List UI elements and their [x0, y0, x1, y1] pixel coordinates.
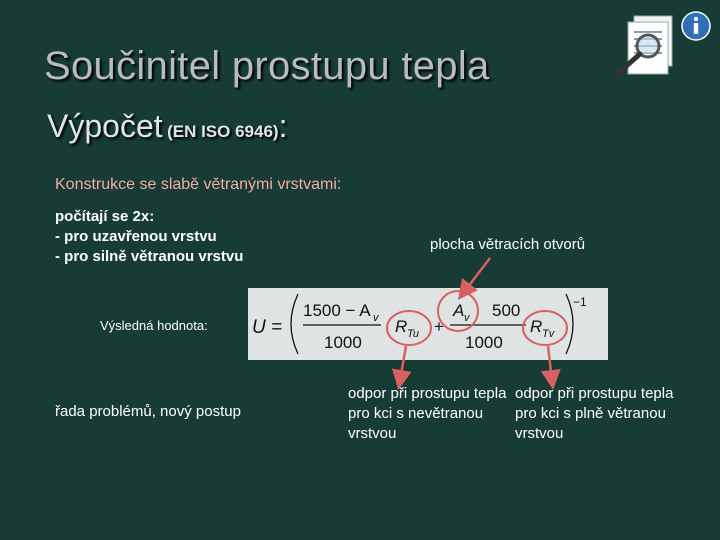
formula-lhs: U = — [252, 317, 283, 338]
slide-title: Součinitel prostupu tepla — [44, 44, 490, 88]
formula-av: A — [453, 301, 465, 320]
slide-subtitle — [47, 108, 287, 145]
info-icon[interactable] — [681, 11, 711, 41]
left-paren — [291, 294, 298, 354]
counted-list — [55, 207, 243, 267]
formula-exponent: −1 — [573, 295, 587, 309]
resistance-unvented-label: odpor při prostupu tepla pro kci s nevětranou vrstvou — [348, 385, 507, 442]
counted-item: - pro silně větranou vrstvu — [55, 248, 244, 265]
counted-intro: počítají se 2x: — [55, 208, 155, 225]
formula-numerator-1: 1500 − A — [303, 301, 371, 320]
resistance-vented-label: odpor při prostupu tepla pro kci s plně větranou vrstvou — [515, 385, 674, 442]
formula-sub-tu: Tu — [407, 328, 420, 340]
u-value-formula — [248, 288, 608, 360]
subtitle-standard: (EN ISO 6946) — [167, 122, 279, 141]
section-header: Konstrukce se slabě větranými vrstvami: — [55, 176, 342, 193]
formula-sub-v: v — [373, 312, 379, 324]
formula-sub-v-2: v — [464, 312, 470, 324]
formula-plus: + — [434, 317, 444, 336]
vents-label: plocha větracích otvorů — [430, 236, 586, 253]
right-paren — [566, 294, 573, 354]
result-label: Výsledná hodnota: — [100, 318, 208, 333]
formula-numerator-2: 500 — [492, 301, 521, 320]
document-magnifier-icon — [610, 12, 680, 80]
formula-sub-tv: Tv — [542, 328, 555, 340]
formula-r-tu: R — [395, 317, 408, 336]
subtitle-main: Výpočet — [47, 108, 163, 144]
formula-denominator-2: 1000 — [465, 333, 503, 352]
subtitle-colon: : — [278, 108, 288, 144]
counted-item: - pro uzavřenou vrstvu — [55, 228, 217, 245]
vents-arrow — [464, 258, 490, 292]
formula-denominator-1: 1000 — [324, 333, 362, 352]
problems-note: řada problémů, nový postup — [55, 403, 241, 420]
formula-r-tv: R — [530, 317, 543, 336]
